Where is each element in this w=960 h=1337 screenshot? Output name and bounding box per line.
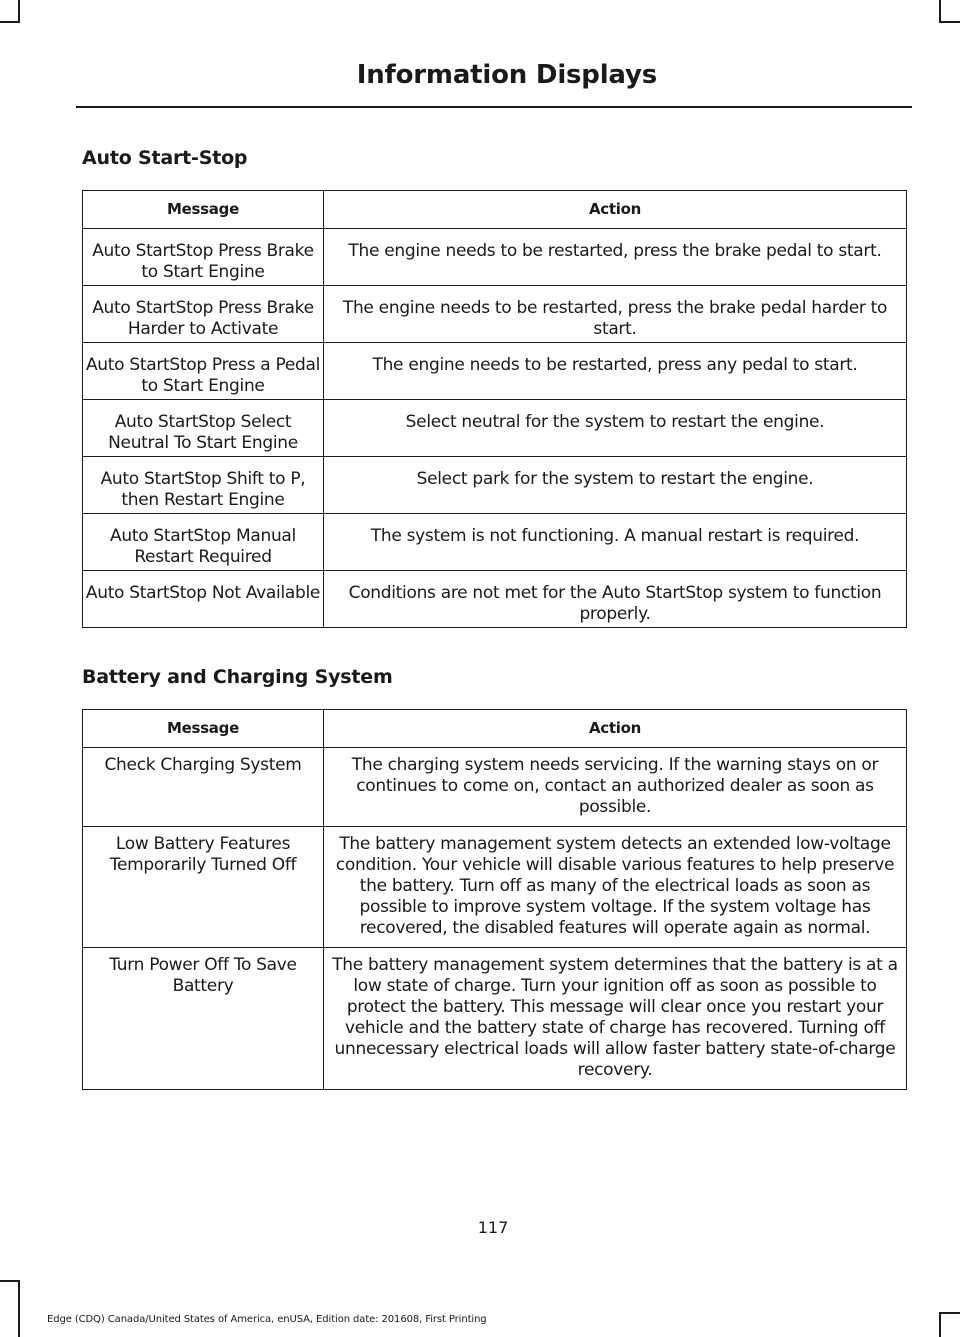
footer-edition-info: Edge (CDQ) Canada/United States of America, enUSA, Edition date: 201608, First Printing [47,1314,487,1325]
crop-mark-top-right-vertical [939,0,941,22]
table-row [83,748,907,827]
crop-mark-top-right-horizontal [939,21,960,23]
battery-charging-table [82,709,907,1090]
crop-mark-bottom-left-vertical [18,1280,20,1337]
action-cell: The charging system needs servicing. If the warning stays on or continues to come on, contact an authorized dealer as soon as possible. [324,748,907,827]
table-row [83,229,907,286]
message-cell: Auto StartStop Press Brake to Start Engine [83,229,324,286]
table-row [83,286,907,343]
column-header-message: Message [83,191,324,229]
action-cell: The engine needs to be restarted, press the brake pedal to start. [324,229,907,286]
crop-mark-bottom-right-vertical [939,1312,941,1337]
page-number: 117 [477,1218,509,1237]
action-cell: The system is not functioning. A manual restart is required. [324,514,907,571]
message-cell: Low Battery Features Temporarily Turned Off [83,827,324,948]
action-cell: The battery management system determines that the battery is at a low state of charge. Turn your ignition off as soon as possible to protect the battery. This message will clear once you restart your vehicle and the battery state of charge has recovered. Turning off unnecessary electrical loads will allow faster battery state-of-charge recovery. [324,948,907,1090]
message-cell: Auto StartStop Press a Pedal to Start Engine [83,343,324,400]
column-header-action: Action [324,710,907,748]
message-cell: Auto StartStop Not Available [83,571,324,628]
table-row [83,400,907,457]
table-row [83,514,907,571]
message-cell: Check Charging System [83,748,324,827]
crop-mark-top-left-horizontal [0,21,20,23]
message-cell: Turn Power Off To Save Battery [83,948,324,1090]
message-cell: Auto StartStop Manual Restart Required [83,514,324,571]
crop-mark-top-left-vertical [18,0,20,22]
action-cell: The battery management system detects an extended low-voltage condition. Your vehicle will disable various features to help preserve the battery. Turn off as many of the electrical loads as soon as possible to improve system voltage. If the system voltage has recovered, the disabled features will operate again as normal. [324,827,907,948]
table-header-row [83,191,907,229]
table-row [83,827,907,948]
header-rule [76,106,912,108]
crop-mark-bottom-left-horizontal [0,1280,20,1282]
action-cell: The engine needs to be restarted, press any pedal to start. [324,343,907,400]
table-row [83,948,907,1090]
message-cell: Auto StartStop Shift to P, then Restart Engine [83,457,324,514]
column-header-message: Message [83,710,324,748]
table-row [83,571,907,628]
section-title-battery-charging: Battery and Charging System [82,666,393,688]
auto-start-stop-table [82,190,907,628]
page-header-title: Information Displays [356,60,657,90]
action-cell: Conditions are not met for the Auto StartStop system to function properly. [324,571,907,628]
message-cell: Auto StartStop Select Neutral To Start Engine [83,400,324,457]
table-header-row [83,710,907,748]
action-cell: The engine needs to be restarted, press the brake pedal harder to start. [324,286,907,343]
section-title-auto-start-stop: Auto Start-Stop [82,147,248,169]
table-row [83,343,907,400]
action-cell: Select neutral for the system to restart the engine. [324,400,907,457]
crop-mark-bottom-right-horizontal [939,1312,960,1314]
table-row [83,457,907,514]
column-header-action: Action [324,191,907,229]
message-cell: Auto StartStop Press Brake Harder to Activate [83,286,324,343]
action-cell: Select park for the system to restart the engine. [324,457,907,514]
